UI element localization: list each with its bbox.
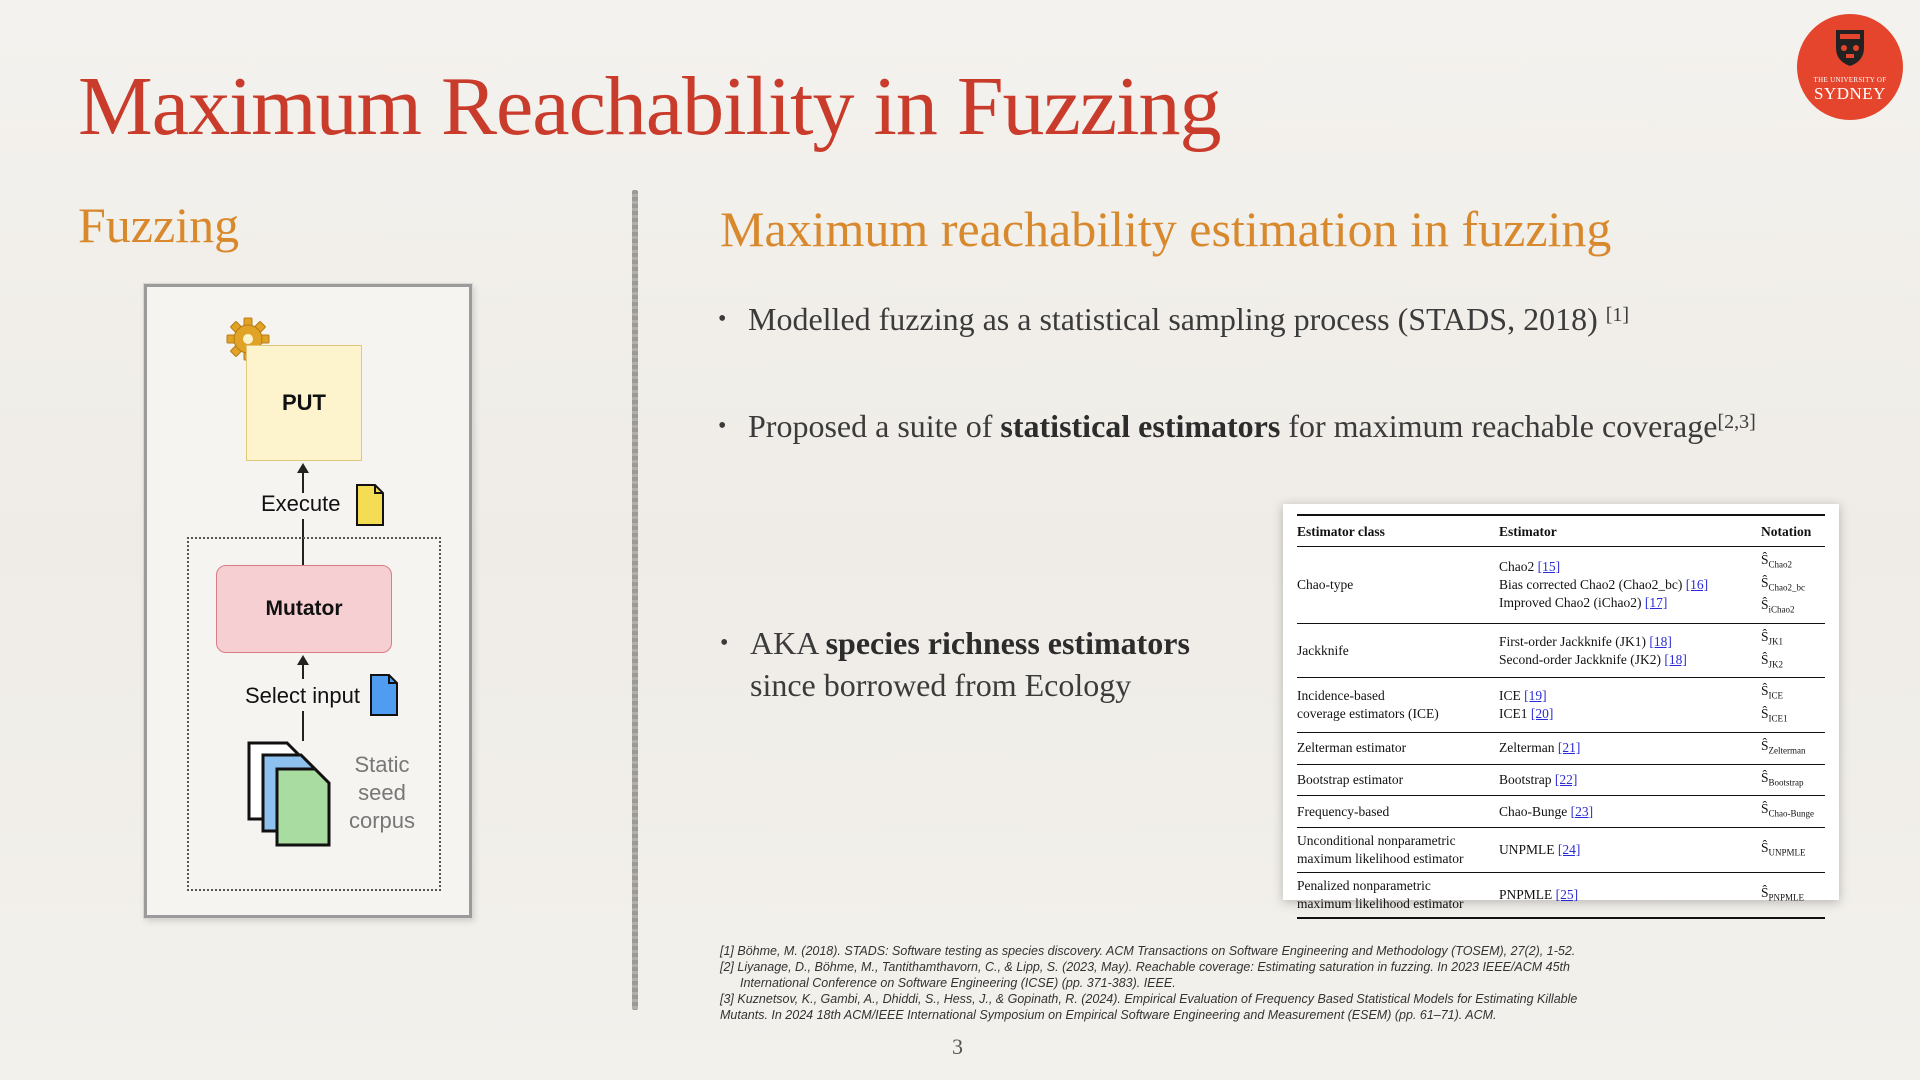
- table-row: [1297, 624, 1825, 678]
- bullet-stads: [718, 298, 1630, 340]
- estimator-notation: [1761, 796, 1825, 828]
- table-row: [1297, 827, 1825, 872]
- reference-item: [2] Liyanage, D., Böhme, M., Tantithamthavorn, C., & Lipp, S. (2023, May). Reachable coverage: Estimating saturation in fuzzing. In 2023 IEEE/ACM 45th: [720, 960, 1570, 974]
- notation-symbol: $Ŝ_{Chao2}$: [1761, 552, 1793, 570]
- citation-link[interactable]: [15]: [1537, 559, 1561, 575]
- notation-symbol: $Ŝ_{Chao-Bunge}$: [1761, 801, 1815, 819]
- right-heading: Maximum reachability estimation in fuzzing: [720, 201, 1612, 257]
- notation-symbol: $Ŝ_{PNPMLE}$: [1761, 884, 1805, 903]
- mutator-box: Mutator: [216, 565, 392, 653]
- estimator-name: Chao2 [15]: [1499, 559, 1561, 575]
- notation-symbol: $Ŝ_{Bootstrap}$: [1761, 769, 1804, 788]
- citation-link[interactable]: [22]: [1554, 771, 1578, 787]
- references: [720, 943, 1700, 1023]
- left-heading: Fuzzing: [78, 197, 240, 253]
- connector-line: [302, 663, 304, 679]
- estimator-name: Bootstrap [22]: [1499, 771, 1578, 787]
- citation-link[interactable]: [17]: [1644, 595, 1668, 611]
- estimator-names: [1499, 764, 1761, 796]
- estimator-notation: [1761, 732, 1825, 764]
- estimator-class: Frequency-based: [1297, 796, 1499, 828]
- reference-item: [3] Kuznetsov, K., Gambi, A., Dhiddi, S., Hess, J., & Gopinath, R. (2024). Empirical Evaluation of Frequency Based Statistical Models for Estimating Killable: [720, 992, 1578, 1006]
- logo-line1: THE UNIVERSITY OF: [1813, 76, 1887, 84]
- table-header: Notation: [1761, 515, 1825, 547]
- table-row: [1297, 796, 1825, 828]
- table-row: [1297, 678, 1825, 732]
- crest-icon: [1834, 28, 1866, 68]
- estimator-name: Improved Chao2 (iChao2) [17]: [1499, 595, 1668, 611]
- corpus-line1: Static: [354, 752, 410, 777]
- university-logo: [1797, 14, 1903, 120]
- execute-label: Execute: [261, 491, 341, 516]
- notation-symbol: $Ŝ_{JK2}$: [1761, 651, 1784, 670]
- file-blue-icon: [369, 673, 399, 717]
- table-header: Estimator: [1499, 515, 1761, 547]
- estimator-names: [1499, 678, 1761, 732]
- notation-symbol: $Ŝ_{ICE}$: [1761, 683, 1784, 702]
- notation-symbol: $Ŝ_{Zelterman}$: [1761, 737, 1806, 756]
- estimator-name: Zelterman [21]: [1499, 740, 1581, 756]
- bullet-dot-icon: •: [718, 413, 727, 439]
- page-number: 3: [952, 1034, 963, 1059]
- estimator-class: Incidence-based coverage estimators (ICE): [1297, 678, 1499, 732]
- bullet2-bold: statistical estimators: [1000, 408, 1281, 444]
- estimator-notation: [1761, 624, 1825, 678]
- estimator-notation: [1761, 764, 1825, 796]
- citation-link[interactable]: [20]: [1530, 706, 1554, 722]
- select-input-label: Select input: [245, 683, 360, 708]
- bullet-species: [720, 622, 1190, 706]
- corpus-line2: seed: [358, 780, 406, 805]
- bullet2-post: for maximum reachable coverage: [1288, 408, 1718, 444]
- estimator-notation: [1761, 872, 1825, 918]
- put-box: PUT: [246, 345, 362, 461]
- estimator-name: Second-order Jackknife (JK2) [18]: [1499, 651, 1687, 667]
- bullet-estimators: [718, 405, 1756, 447]
- estimator-names: [1499, 796, 1761, 828]
- estimator-notation: [1761, 678, 1825, 732]
- bullet-dot-icon: •: [718, 306, 727, 332]
- citation-link[interactable]: [18]: [1664, 651, 1687, 667]
- corpus-line3: corpus: [348, 808, 416, 833]
- reference-item: Mutants. In 2024 18th ACM/IEEE International Symposium on Empirical Software Engineering and Measurement (ESEM) (pp. 61–71). ACM.: [720, 1008, 1497, 1022]
- notation-symbol: $Ŝ_{Chao2\_bc}$: [1761, 574, 1806, 593]
- estimator-names: [1499, 872, 1761, 918]
- corpus-label: [347, 751, 417, 835]
- notation-symbol: $Ŝ_{iChao2}$: [1761, 597, 1795, 616]
- estimator-names: [1499, 827, 1761, 872]
- estimator-class: Bootstrap estimator: [1297, 764, 1499, 796]
- bullet3-bold: species richness estimators: [825, 625, 1190, 661]
- estimator-class: Unconditional nonparametric maximum likelihood estimator: [1297, 827, 1499, 872]
- citation-link[interactable]: [23]: [1570, 803, 1594, 819]
- bullet3-line2: since borrowed from Ecology: [750, 667, 1132, 703]
- logo-line2: SYDNEY: [1814, 84, 1886, 103]
- estimator-notation: [1761, 547, 1825, 624]
- table-row: [1297, 732, 1825, 764]
- column-divider: [632, 190, 638, 1010]
- estimator-name: ICE1 [20]: [1499, 706, 1554, 722]
- estimator-name: First-order Jackknife (JK1) [18]: [1499, 633, 1672, 649]
- fuzzing-diagram: [144, 284, 472, 918]
- estimator-class: Zelterman estimator: [1297, 732, 1499, 764]
- estimator-names: [1499, 624, 1761, 678]
- estimator-name: ICE [19]: [1499, 688, 1547, 704]
- bullet1-sup: [1]: [1605, 304, 1630, 326]
- notation-symbol: $Ŝ_{UNPMLE}$: [1761, 839, 1806, 858]
- table-row: [1297, 764, 1825, 796]
- bullet-dot-icon: •: [720, 630, 729, 656]
- bullet1-text: Modelled fuzzing as a statistical sampling process (STADS, 2018): [748, 301, 1598, 337]
- table-row: [1297, 547, 1825, 624]
- citation-link[interactable]: [19]: [1524, 688, 1547, 704]
- connector-line: [302, 711, 304, 741]
- estimator-class: Jackknife: [1297, 624, 1499, 678]
- estimator-table: [1283, 504, 1839, 911]
- estimator-names: [1499, 732, 1761, 764]
- connector-line: [302, 471, 304, 493]
- citation-link[interactable]: [24]: [1557, 841, 1581, 857]
- table-header: Estimator class: [1297, 515, 1499, 547]
- file-yellow-icon: [355, 483, 385, 527]
- estimator-name: Bias corrected Chao2 (Chao2_bc) [16]: [1499, 577, 1709, 593]
- estimator-class: Chao-type: [1297, 577, 1354, 593]
- table-row: [1297, 872, 1825, 918]
- citation-link[interactable]: [25]: [1555, 886, 1579, 902]
- reference-item: [1] Böhme, M. (2018). STADS: Software testing as species discovery. ACM Transactions on Software Engineering and Methodology (TOSEM), 27(2), 1-52.: [720, 944, 1576, 958]
- notation-symbol: $Ŝ_{JK1}$: [1761, 629, 1784, 647]
- estimator-names: [1499, 547, 1761, 624]
- slide-title: Maximum Reachability in Fuzzing: [78, 60, 1221, 153]
- seed-files-icon: [247, 741, 343, 853]
- bullet3-pre: AKA: [750, 625, 818, 661]
- notation-symbol: $Ŝ_{ICE1}$: [1761, 706, 1788, 724]
- citation-link[interactable]: [18]: [1649, 633, 1672, 649]
- estimator-name: PNPMLE [25]: [1499, 886, 1579, 902]
- estimator-notation: [1761, 827, 1825, 872]
- citation-link[interactable]: [16]: [1685, 577, 1709, 593]
- estimator-class: Penalized nonparametric maximum likelihood estimator: [1297, 872, 1499, 918]
- bullet2-sup: [2,3]: [1717, 411, 1756, 433]
- estimator-name: Chao-Bunge [23]: [1499, 803, 1594, 819]
- reference-item: International Conference on Software Engineering (ICSE) (pp. 371-383). IEEE.: [740, 976, 1176, 990]
- citation-link[interactable]: [21]: [1557, 740, 1581, 756]
- estimator-name: UNPMLE [24]: [1499, 841, 1581, 857]
- bullet2-pre: Proposed a suite of: [748, 408, 993, 444]
